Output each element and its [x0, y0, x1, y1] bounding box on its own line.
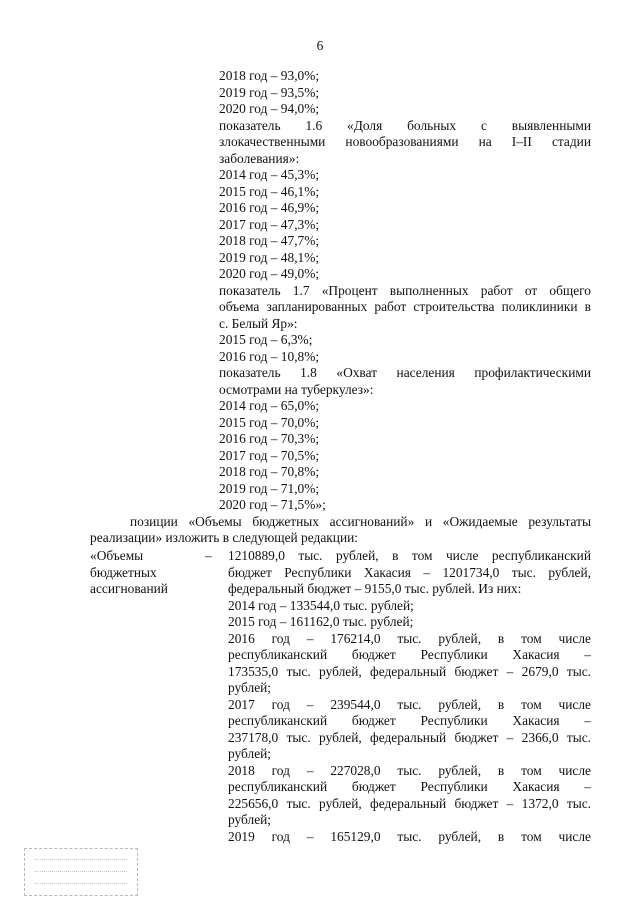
value-line: федеральный бюджет – 9155,0 тыс. рублей. Из них:	[228, 581, 522, 596]
text-line: 2016 год – 46,9%;	[219, 200, 320, 215]
text-line: осмотрами на туберкулез»:	[219, 381, 374, 397]
text-line: 2016 год – 10,8%;	[219, 348, 320, 364]
text-line: 2019 год – 71,0%;	[219, 480, 320, 496]
text-line: 2015 год – 46,1%;	[219, 183, 320, 199]
text-line: 2014 год – 45,3%;	[219, 167, 320, 182]
text-line: 2018 год – 93,0%;	[219, 68, 320, 83]
value-line: 237178,0 тыс. рублей, федеральный бюджет – 2366,0 тыс.	[228, 729, 591, 745]
value-line: 2016 год – 176214,0 тыс. рублей, в том числе	[228, 630, 591, 646]
value-line: 225656,0 тыс. рублей, федеральный бюджет – 1372,0 тыс.	[228, 795, 591, 811]
value-line: рублей;	[228, 812, 272, 827]
label-line: ассигнований	[90, 581, 168, 596]
value-line: рублей;	[228, 746, 272, 761]
text-line: 2016 год – 70,3%;	[219, 431, 320, 446]
text-line: 2020 год – 49,0%;	[219, 266, 320, 281]
text-line: показатель 1.8 «Охват населения профилактическими	[219, 365, 591, 380]
budget-dash: –	[205, 548, 212, 563]
text-line: объема запланированных работ строительства поликлиники в	[219, 299, 591, 314]
value-line: 2019 год – 165129,0 тыс. рублей, в том числе	[228, 828, 591, 844]
text-line: 2020 год – 94,0%;	[219, 101, 320, 116]
value-line: 2014 год – 133544,0 тыс. рублей;	[228, 597, 414, 613]
text-line: 2019 год – 93,5%;	[219, 84, 320, 100]
text-line: показатель 1.6 «Доля больных с выявленными	[219, 117, 591, 133]
budget-label	[90, 548, 200, 598]
text-line: 2017 год – 70,5%;	[219, 447, 320, 463]
text-line: 2020 год – 71,5%»;	[219, 497, 326, 512]
text-line: 2019 год – 48,1%;	[219, 249, 320, 265]
indicators-list	[219, 68, 591, 514]
label-line: бюджетных	[90, 564, 157, 580]
text-line: 2018 год – 70,8%;	[219, 464, 320, 479]
label-line: «Объемы	[90, 548, 144, 563]
text-line: 2015 год – 6,3%;	[219, 332, 313, 347]
text-line: заболевания»:	[219, 150, 300, 166]
page-number: 6	[316, 38, 324, 53]
paragraph-line-1: позиции «Объемы бюджетных ассигнований» и «Ожидаемые результаты	[130, 514, 591, 529]
text-line: 2015 год – 70,0%;	[219, 414, 320, 430]
value-line: 2015 год – 161162,0 тыс. рублей;	[228, 614, 414, 629]
value-line: 2018 год – 227028,0 тыс. рублей, в том числе	[228, 762, 591, 778]
value-line: 2017 год – 239544,0 тыс. рублей, в том числе	[228, 696, 591, 712]
value-line: республиканский бюджет Республики Хакасия –	[228, 779, 591, 794]
text-line: 2018 год – 47,7%;	[219, 233, 320, 248]
value-line: 173535,0 тыс. рублей, федеральный бюджет – 2679,0 тыс.	[228, 663, 591, 679]
text-line: показатель 1.7 «Процент выполненных работ от общего	[219, 282, 591, 298]
budget-value	[228, 548, 591, 845]
value-line: 1210889,0 тыс. рублей, в том числе республиканский	[228, 548, 591, 563]
text-line: с. Белый Яр»:	[219, 315, 298, 331]
text-line: 2014 год – 65,0%;	[219, 398, 320, 413]
registration-stamp	[24, 848, 138, 896]
value-line: республиканский бюджет Республики Хакасия –	[228, 713, 591, 728]
value-line: бюджет Республики Хакасия – 1201734,0 тыс. рублей,	[228, 564, 591, 580]
value-line: республиканский бюджет Республики Хакасия –	[228, 647, 591, 662]
text-line: 2017 год – 47,3%;	[219, 216, 320, 232]
paragraph-line-2: реализации» изложить в следующей редакции:	[90, 530, 358, 545]
value-line: рублей;	[228, 680, 272, 695]
text-line: злокачественными новообразованиями на I–II стадии	[219, 134, 591, 149]
